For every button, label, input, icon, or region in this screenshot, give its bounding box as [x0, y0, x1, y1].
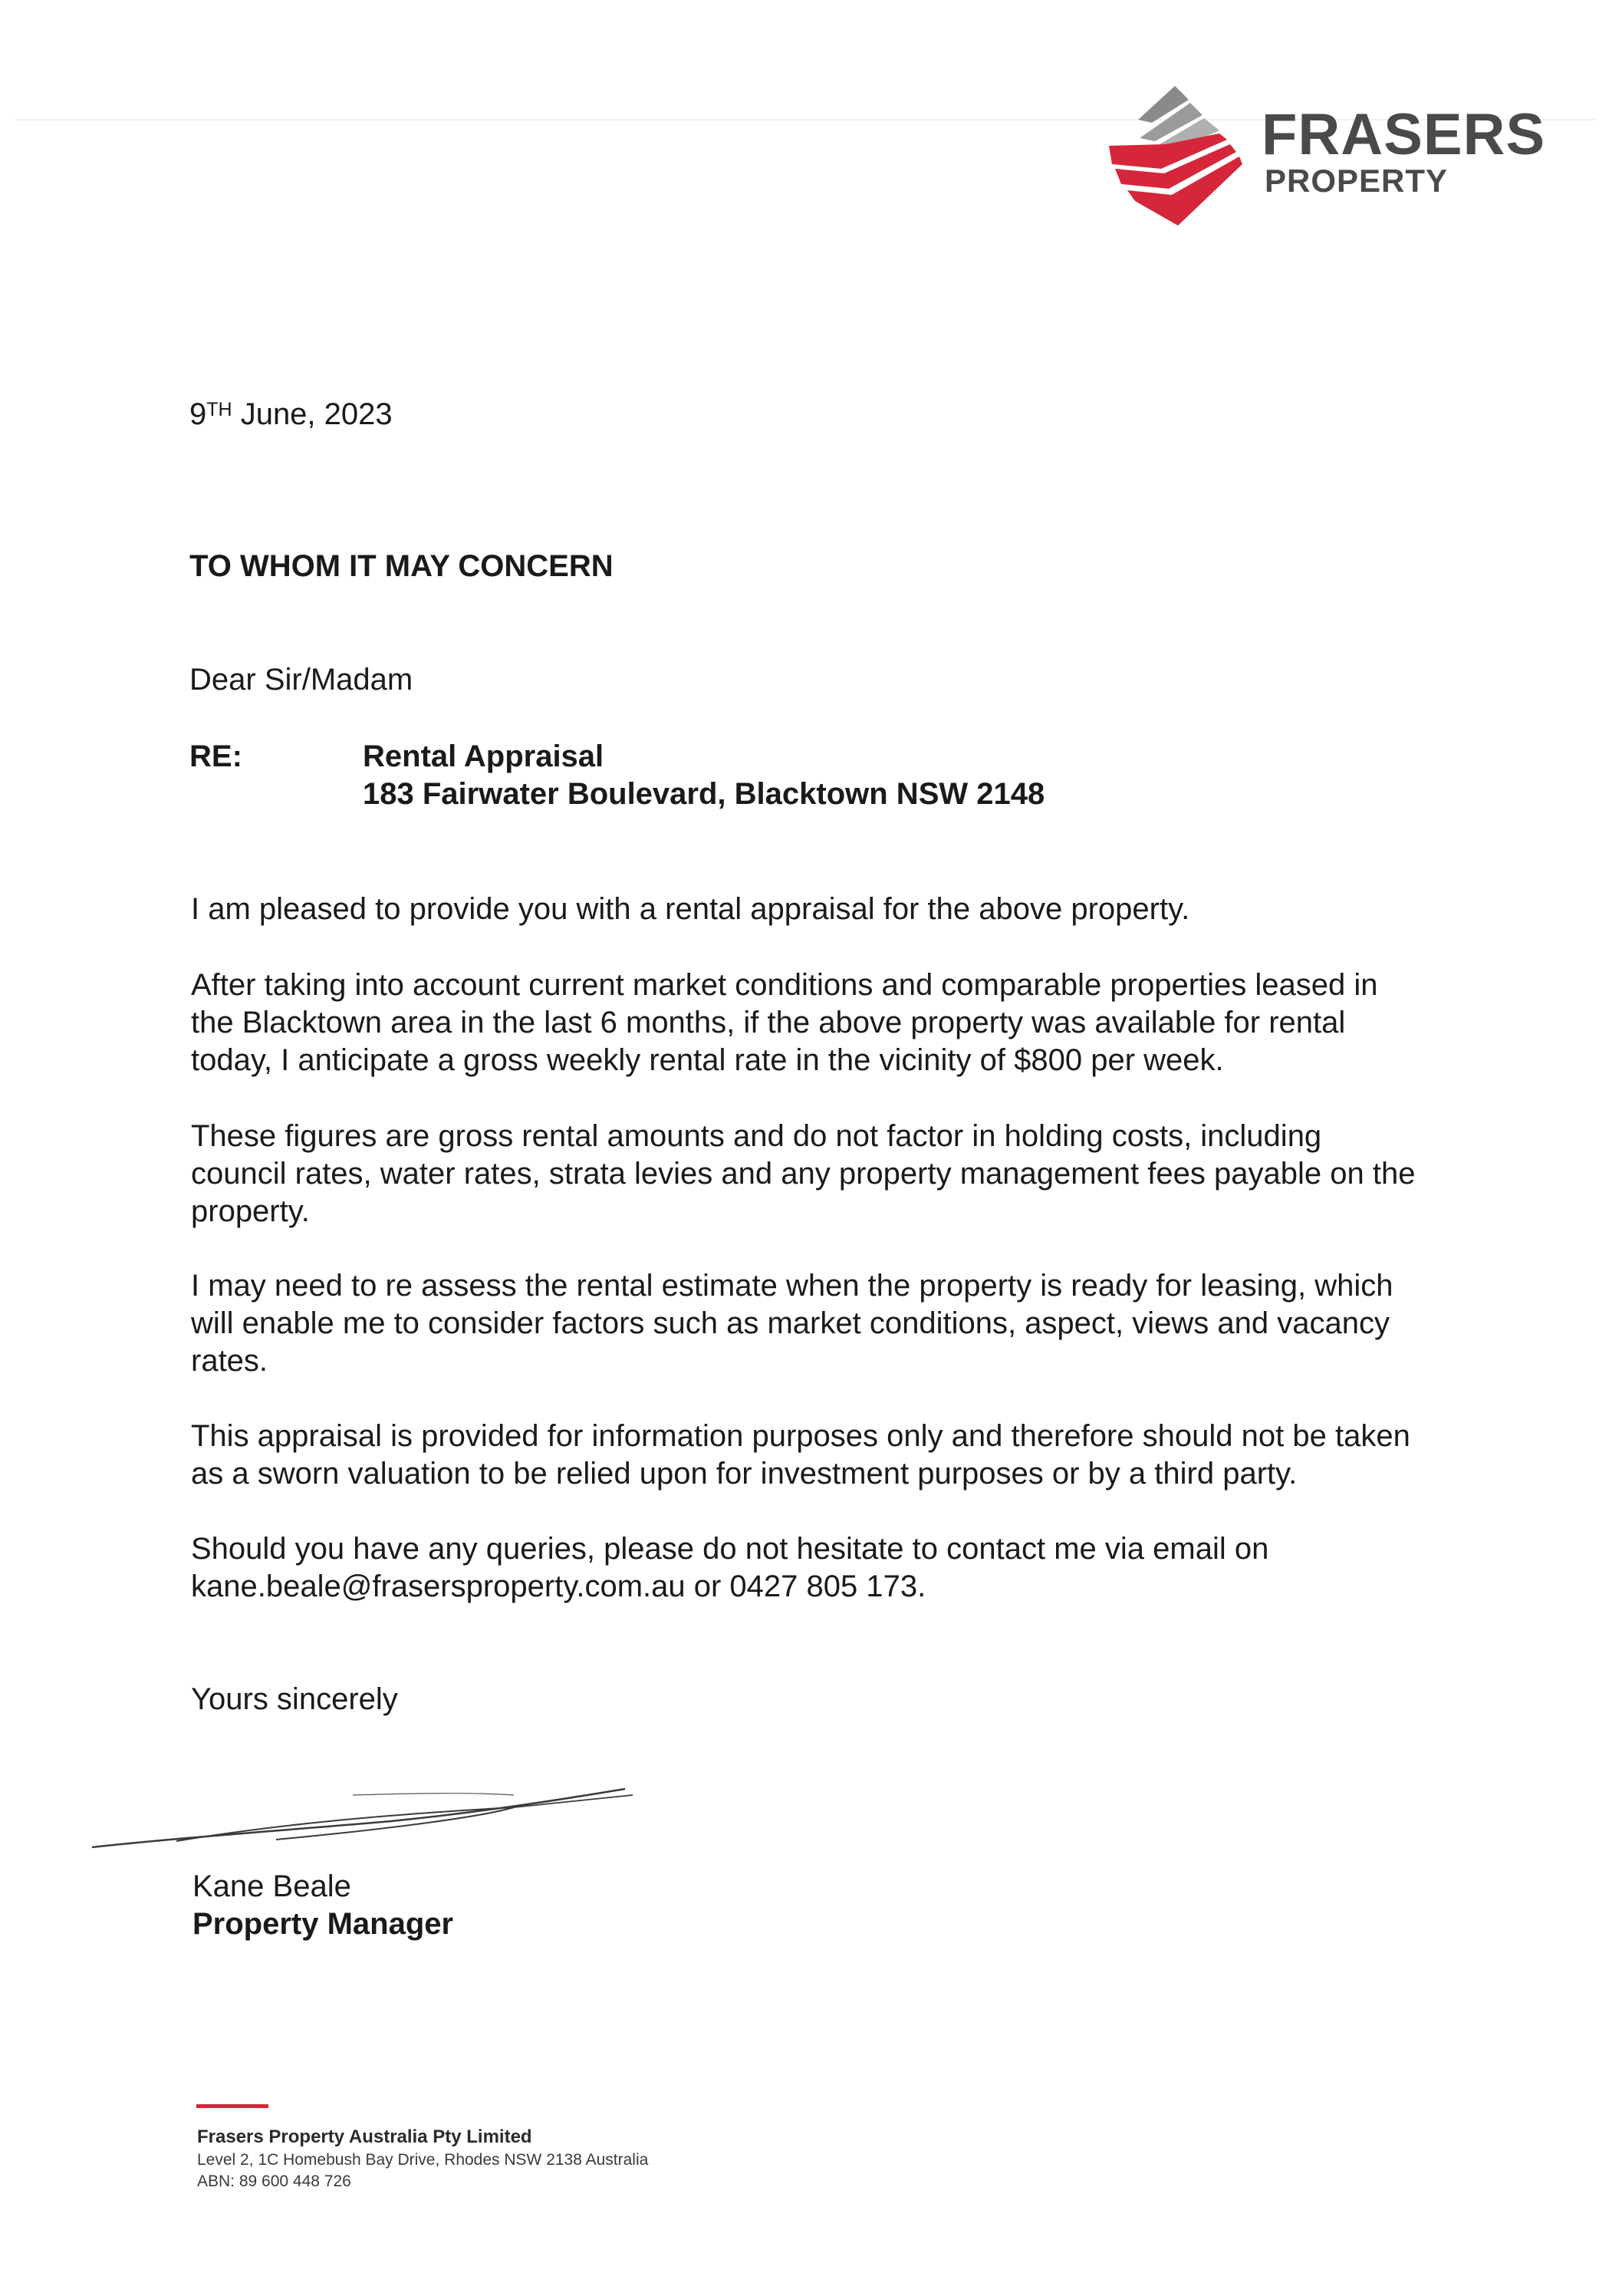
letter-heading: TO WHOM IT MAY CONCERN [189, 549, 614, 583]
paragraph-line: After taking into account current market conditions and comparable properties leased in [191, 968, 1378, 1002]
paragraph-line: I am pleased to provide you with a rental appraisal for the above property. [191, 892, 1190, 926]
paragraph-reassess [191, 1267, 1510, 1380]
footer-abn: ABN: 89 600 448 726 [197, 2172, 351, 2190]
date-month-year: June, 2023 [232, 397, 393, 431]
paragraph-line: will enable me to consider factors such as market conditions, aspect, views and vacancy [191, 1306, 1390, 1340]
frasers-logo [1104, 83, 1546, 229]
letter-date [189, 396, 393, 433]
signer-name: Kane Beale [192, 1869, 351, 1903]
footer [197, 2125, 648, 2192]
re-subject-title: Rental Appraisal [363, 740, 604, 773]
frasers-logo-icon [1104, 83, 1242, 229]
paragraph-estimate [191, 967, 1510, 1079]
logo-wordmark-secondary: PROPERTY [1265, 163, 1449, 199]
paragraph-line: property. [191, 1194, 310, 1228]
re-label: RE: [189, 740, 242, 773]
handwritten-signature [84, 1764, 637, 1856]
paragraph-line: kane.beale@frasersproperty.com.au or 0427 805 173. [191, 1570, 926, 1603]
paragraph-line: as a sworn valuation to be relied upon for investment purposes or by a third party. [191, 1457, 1298, 1491]
footer-address: Level 2, 1C Homebush Bay Drive, Rhodes NSW 2138 Australia [197, 2151, 649, 2169]
paragraph-line: today, I anticipate a gross weekly rental rate in the vicinity of $800 per week. [191, 1043, 1224, 1077]
paragraph-line: These figures are gross rental amounts and do not factor in holding costs, including [191, 1119, 1322, 1153]
date-suffix: TH [206, 399, 232, 420]
paragraph-line: rates. [191, 1344, 268, 1378]
logo-wordmark-primary: FRASERS [1262, 102, 1546, 167]
date-day: 9 [189, 397, 207, 431]
footer-company: Frasers Property Australia Pty Limited [197, 2126, 532, 2147]
paragraph-intro [191, 891, 1510, 928]
re-subject [363, 738, 1045, 813]
paragraph-line: I may need to re assess the rental estimate when the property is ready for leasing, which [191, 1269, 1393, 1303]
paragraph-line: council rates, water rates, strata levies and any property management fees payable on the [191, 1157, 1416, 1191]
paragraph-line: Should you have any queries, please do not hesitate to contact me via email on [191, 1532, 1269, 1566]
paragraph-line: the Blacktown area in the last 6 months, if the above property was available for rental [191, 1006, 1346, 1039]
letter-closing: Yours sincerely [191, 1682, 398, 1716]
signer-title: Property Manager [192, 1907, 454, 1941]
re-subject-address: 183 Fairwater Boulevard, Blacktown NSW 2148 [363, 777, 1045, 811]
footer-accent-rule [196, 2104, 268, 2108]
paragraph-contact [191, 1530, 1510, 1606]
paragraph-disclaimer [191, 1418, 1510, 1493]
paragraph-gross-amounts [191, 1118, 1510, 1230]
letter-greeting: Dear Sir/Madam [189, 663, 413, 697]
paragraph-line: This appraisal is provided for information purposes only and therefore should not be taken [191, 1419, 1410, 1453]
